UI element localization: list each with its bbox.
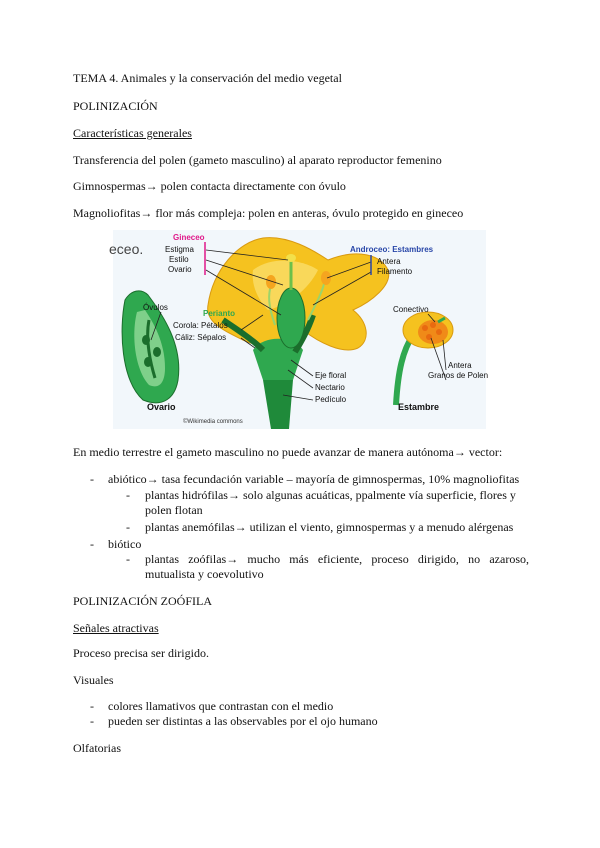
heading-olfatorias: Olfatorias [73, 741, 121, 755]
list-item-biotico: biótico [108, 537, 142, 551]
doc-title: TEMA 4. Animales y la conservación del medio vegetal [73, 71, 342, 85]
bullet-dash: - [90, 472, 94, 486]
bullet-dash: - [90, 537, 94, 551]
paragraph: Gimnospermas→ polen contacta directamente con óvulo [73, 179, 346, 193]
caption-ovario: Ovario [147, 402, 176, 412]
list-item-colores: colores llamativos que contrastan con el medio [108, 699, 334, 713]
section-heading: POLINIZACIÓN [73, 99, 158, 113]
label-caliz: Cáliz: Sépalos [175, 333, 227, 342]
label-ovulos: Óvulos [143, 303, 168, 312]
bullet-dash: - [126, 520, 130, 534]
heading-visuales: Visuales [73, 673, 114, 687]
list-item-hidrofilas [145, 488, 529, 518]
bullet-dash: - [90, 714, 94, 728]
label-antera: Antera [377, 257, 401, 266]
label-estigma: Estigma [165, 245, 194, 254]
bullet-dash: - [126, 488, 130, 502]
subsection-senales: Señales atractivas [73, 621, 159, 635]
label-gineceo: Gineceo [173, 233, 205, 242]
label-granos-polen: Granos de Polen [428, 371, 489, 380]
caption-estambre: Estambre [398, 402, 440, 412]
figure-side-caption: eceo. [109, 241, 144, 257]
list-item-distintas: pueden ser distintas a las observables por el ojo humano [108, 714, 378, 728]
flower-diagram [109, 230, 489, 429]
list-item-abiotico: abiótico→ tasa fecundación variable – mayoría de gimnospermas, 10% magnoliofitas [108, 472, 520, 486]
list-item-zoofilas-line1: plantas zoófilas→ mucho más eficiente, proceso dirigido, no azaroso, [145, 552, 529, 566]
label-antera-detail: Antera [448, 361, 472, 370]
label-estilo: Estilo [169, 255, 189, 264]
label-pediculo: Pedículo [315, 395, 347, 404]
list-item-zoofilas [145, 552, 529, 582]
list-item-zoofilas-line2: mutualista y coevolutivo [145, 567, 264, 581]
paragraph: En medio terrestre el gameto masculino no puede avanzar de manera autónoma→ vector: [73, 445, 503, 459]
label-eje-floral: Eje floral [315, 371, 347, 380]
label-filamento: Filamento [377, 267, 413, 276]
paragraph: Transferencia del polen (gameto masculino) al aparato reproductor femenino [73, 153, 442, 167]
bullet-dash: - [126, 552, 130, 566]
list-item-anemofilas: plantas anemófilas→ utilizan el viento, gimnospermas y a menudo alérgenas [145, 520, 514, 534]
list-item-hidrofilas-line1: plantas hidrófilas→ solo algunas acuáticas, ppalmente vía superficie, flores y [145, 488, 516, 502]
paragraph: Proceso precisa ser dirigido. [73, 646, 209, 660]
subsection-heading: Características generales [73, 126, 192, 140]
label-perianto: Perianto [203, 309, 236, 318]
bullet-dash: - [90, 699, 94, 713]
label-ovario: Ovario [168, 265, 192, 274]
label-androceo: Androceo: Estambres [350, 245, 434, 254]
list-item-hidrofilas-line2: polen flotan [145, 503, 203, 517]
figure-credit: ©Wikimedia commons [183, 419, 243, 425]
section-heading-zoofila: POLINIZACIÓN ZOÓFILA [73, 594, 212, 608]
label-nectario: Nectario [315, 383, 345, 392]
label-corola: Corola: Pétalos [173, 321, 228, 330]
label-conectivo: Conectivo [393, 305, 429, 314]
paragraph: Magnoliofitas→ flor más compleja: polen en anteras, óvulo protegido en gineceo [73, 206, 464, 220]
